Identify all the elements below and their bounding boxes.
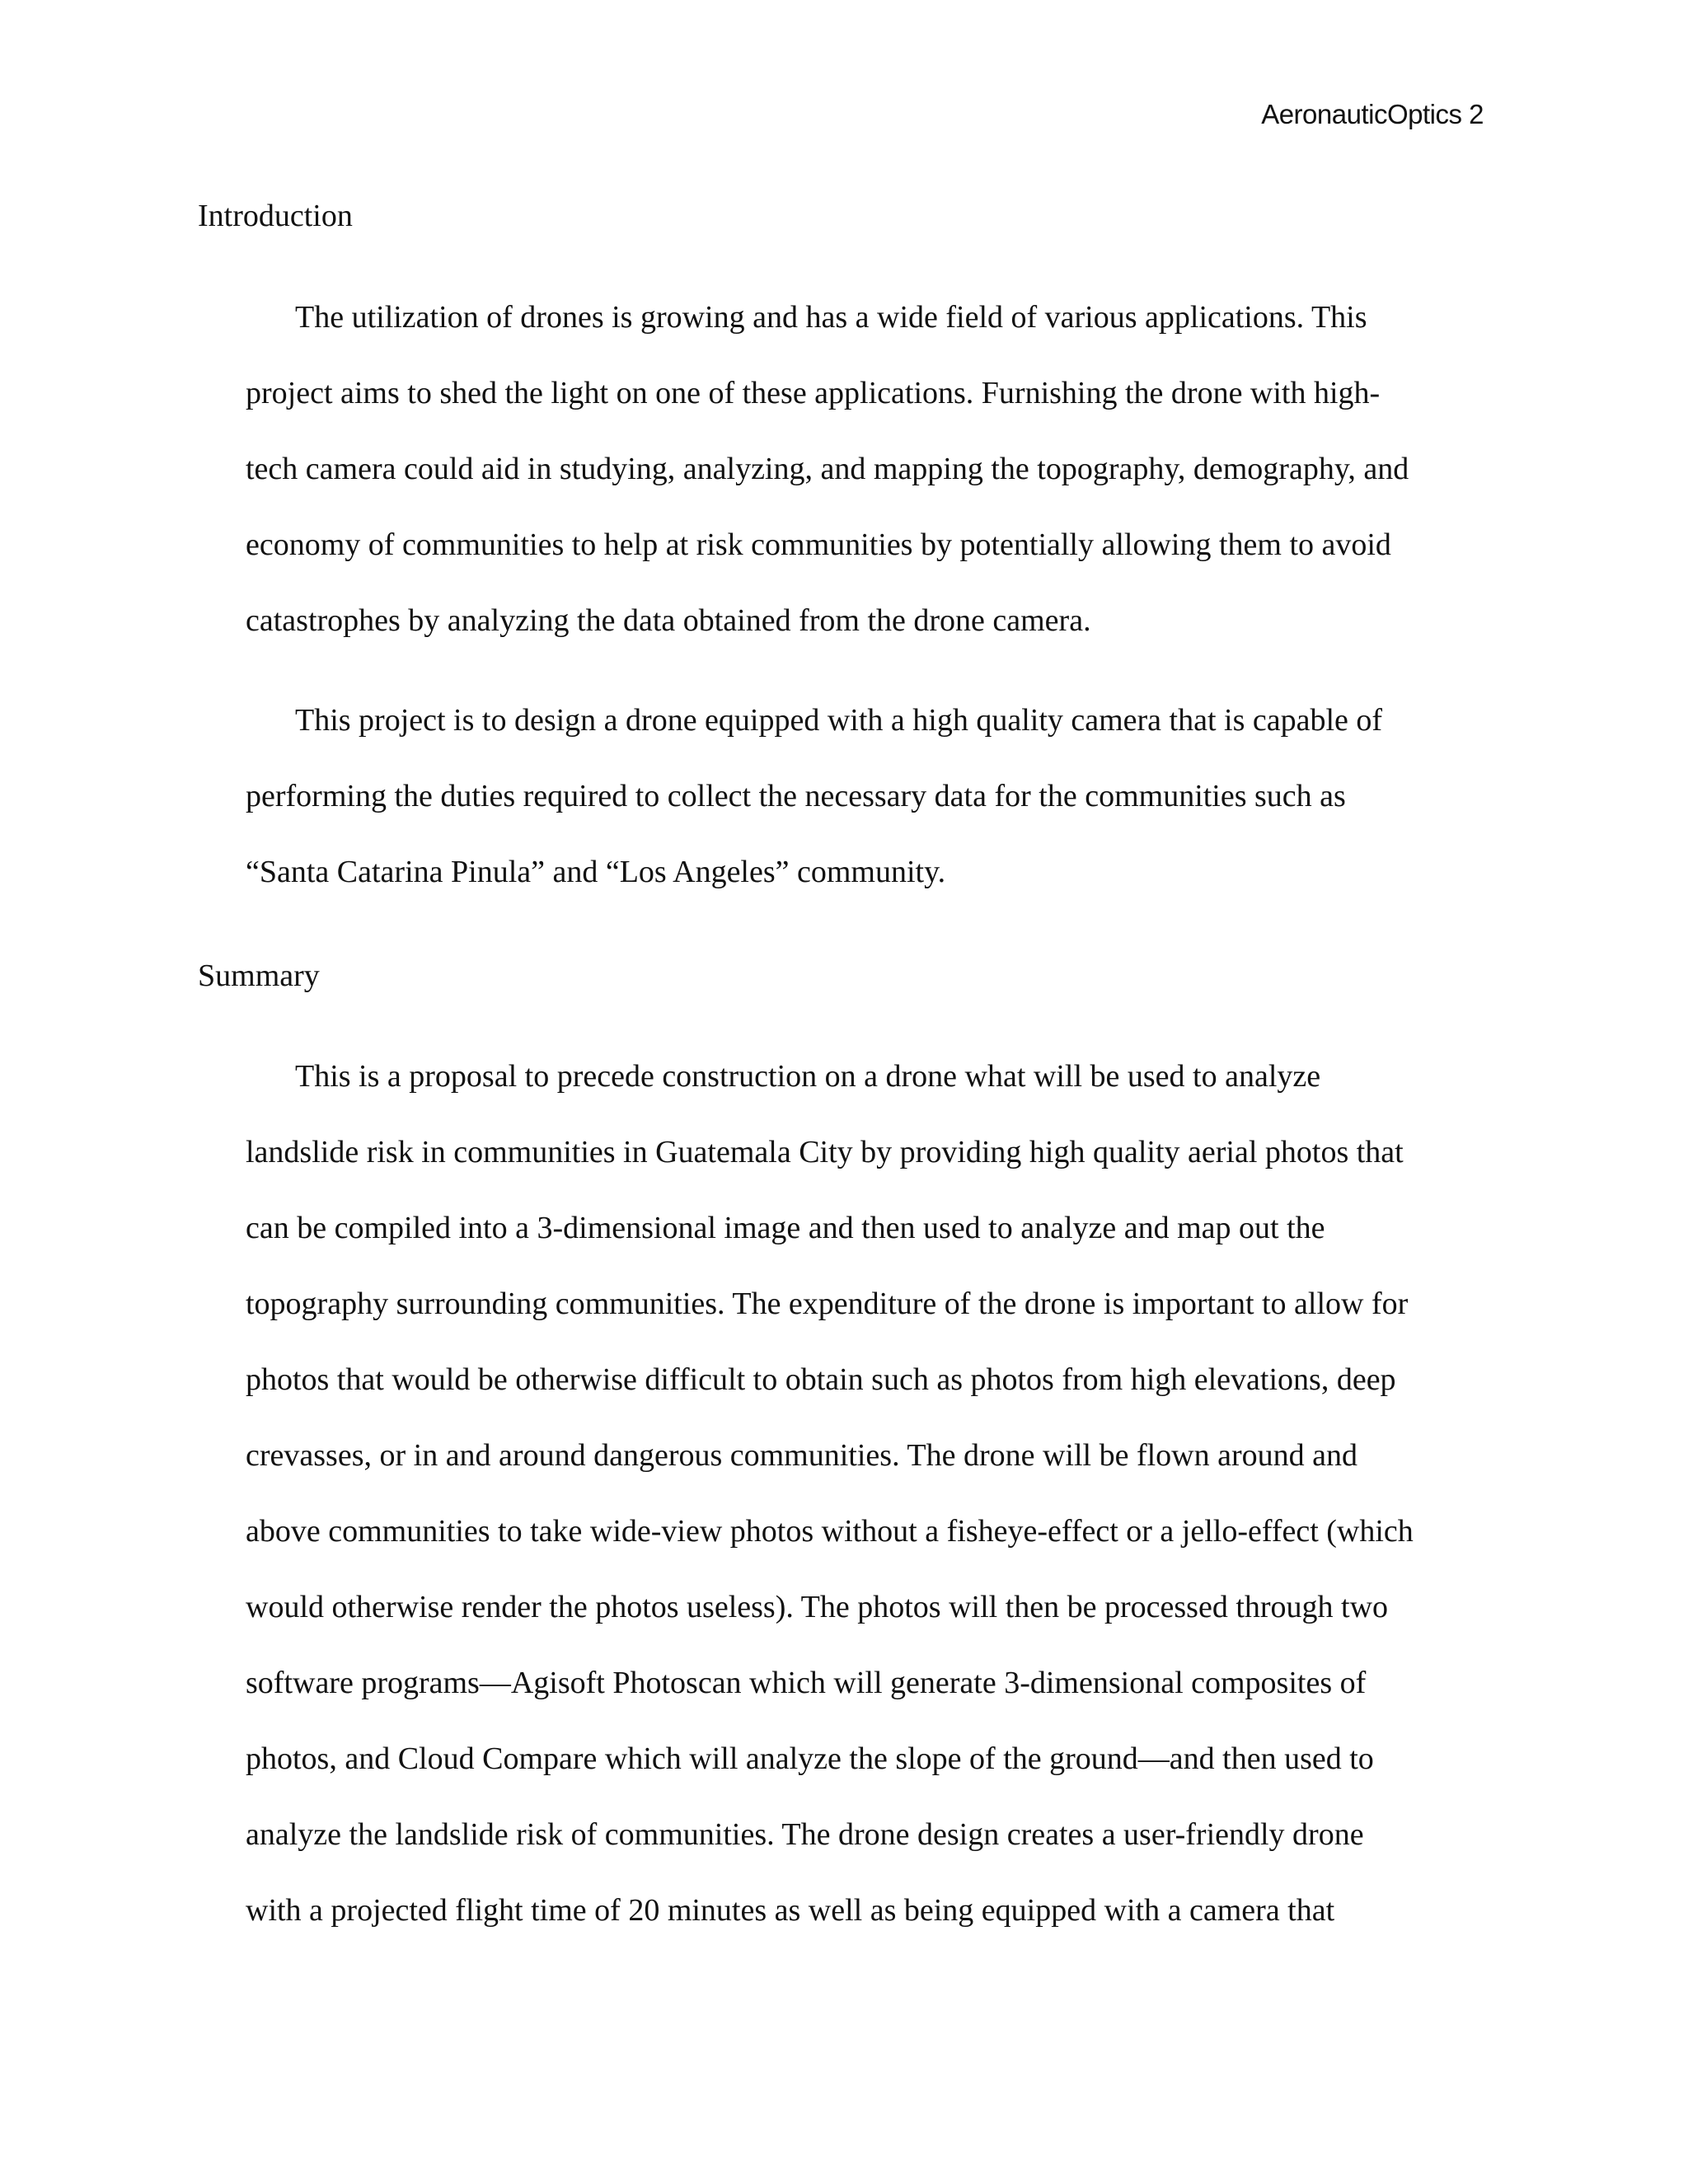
summary-line-9: software programs—Agisoft Photoscan which will generate 3-dimensional composites of bbox=[246, 1666, 1367, 1700]
intro-p1-line-3: tech camera could aid in studying, analyzing, and mapping the topography, demography, and bbox=[246, 452, 1409, 486]
summary-heading: Summary bbox=[198, 958, 320, 993]
summary-line-10: photos, and Cloud Compare which will analyze the slope of the ground—and then used to bbox=[246, 1741, 1374, 1776]
summary-line-2: landslide risk in communities in Guatemala City by providing high quality aerial photos that bbox=[246, 1135, 1404, 1169]
summary-line-6: crevasses, or in and around dangerous communities. The drone will be flown around and bbox=[246, 1438, 1357, 1473]
summary-line-3: can be compiled into a 3-dimensional image and then used to analyze and map out the bbox=[246, 1211, 1325, 1245]
summary-line-7: above communities to take wide-view photos without a fisheye-effect or a jello-effect (which bbox=[246, 1514, 1414, 1549]
intro-p1-line-4: economy of communities to help at risk communities by potentially allowing them to avoid bbox=[246, 527, 1391, 562]
introduction-heading: Introduction bbox=[198, 199, 353, 233]
intro-p2-line-1: This project is to design a drone equipped with a high quality camera that is capable of bbox=[295, 703, 1383, 738]
running-head: AeronauticOptics 2 bbox=[1261, 99, 1484, 129]
intro-p1-line-1: The utilization of drones is growing and has a wide field of various applications. This bbox=[295, 300, 1367, 335]
intro-p1-line-2: project aims to shed the light on one of these applications. Furnishing the drone with high- bbox=[246, 376, 1381, 410]
summary-line-1: This is a proposal to precede construction on a drone what will be used to analyze bbox=[295, 1059, 1321, 1094]
summary-line-11: analyze the landslide risk of communities. The drone design creates a user-friendly drone bbox=[246, 1817, 1364, 1852]
summary-line-12: with a projected flight time of 20 minutes as well as being equipped with a camera that bbox=[246, 1893, 1335, 1928]
summary-line-5: photos that would be otherwise difficult to obtain such as photos from high elevations, deep bbox=[246, 1362, 1396, 1397]
intro-p2-line-2: performing the duties required to collect the necessary data for the communities such as bbox=[246, 779, 1346, 813]
summary-line-4: topography surrounding communities. The expenditure of the drone is important to allow for bbox=[246, 1286, 1409, 1321]
intro-p1-line-5: catastrophes by analyzing the data obtained from the drone camera. bbox=[246, 603, 1091, 638]
summary-line-8: would otherwise render the photos useless). The photos will then be processed through two bbox=[246, 1590, 1389, 1624]
intro-p2-line-3: “Santa Catarina Pinula” and “Los Angeles” community. bbox=[246, 855, 946, 889]
